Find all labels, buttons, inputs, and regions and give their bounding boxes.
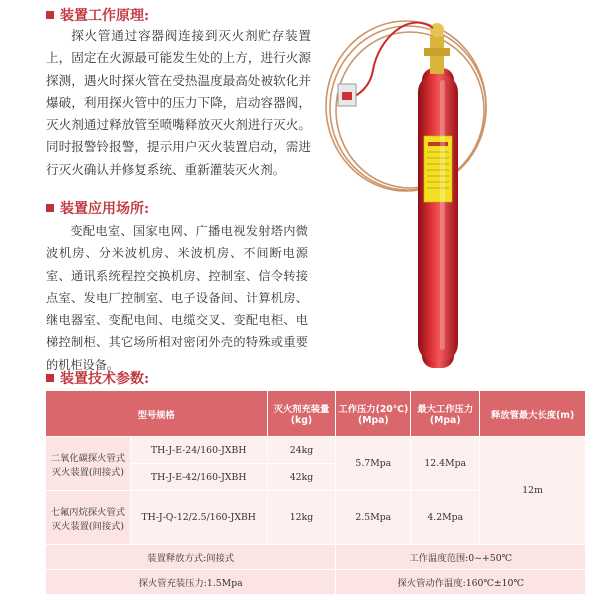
tube-length: 12m xyxy=(480,437,586,545)
extinguisher-cylinder-image xyxy=(318,0,496,372)
temp-range: 工作温度范围:0~+50℃ xyxy=(336,545,586,570)
parameters-title: 装置技术参数: xyxy=(60,371,150,387)
charge-pressure: 探火管充装压力:1.5Mpa xyxy=(46,570,336,595)
application-heading xyxy=(46,198,149,218)
header-max-pressure: 最大工作压力(Mpa) xyxy=(411,391,480,437)
principle-heading xyxy=(46,5,149,25)
header-charge: 灭火剂充装量(kg) xyxy=(267,391,336,437)
header-pressure: 工作压力(20℃)(Mpa) xyxy=(336,391,411,437)
group1-max-pressure: 12.4Mpa xyxy=(411,437,480,491)
header-model: 型号规格 xyxy=(46,391,268,437)
application-title: 装置应用场所: xyxy=(60,201,150,217)
row2-charge: 42kg xyxy=(267,464,336,491)
bullet-square-icon xyxy=(46,11,54,19)
group1-name: 二氧化碳探火管式灭火装置(间接式) xyxy=(46,437,131,491)
header-tube-length: 释放管最大长度(m) xyxy=(480,391,586,437)
release-mode: 装置释放方式:间接式 xyxy=(46,545,336,570)
bullet-square-icon xyxy=(46,204,54,212)
action-temp: 探火管动作温度:160℃±10℃ xyxy=(336,570,586,595)
group2-pressure: 2.5Mpa xyxy=(336,491,411,545)
row1-charge: 24kg xyxy=(267,437,336,464)
principle-title: 装置工作原理: xyxy=(60,8,150,24)
principle-text: 探火管通过容器阀连接到灭火剂贮存装置上，固定在火源最可能发生处的上方，进行火源探测，遇火时探火管在受热温度最高处被软化并爆破，利用探火管中的压力下降，启动容器阀，灭火剂通过释放管至喷嘴释放灭火剂进行灭火。同时报警铃报警，提示用户灭火装置启动，需进行灭火确认并修复系统、重新灌装灭火剂。 xyxy=(46,28,311,177)
bullet-square-icon xyxy=(46,374,54,382)
application-text: 变配电室、国家电网、广播电视发射塔内微波机房、分米波机房、米波机房、不间断电源室、通讯系统程控交换机房、控制室、信令转接点室、发电厂控制室、电子设备间、计算机房、继电器室、变配电间、电缆交叉、变配电柜、电梯控制柜、其它场所相对密闭外壳的特殊或重要的机柜设备。 xyxy=(46,224,308,372)
row3-model: TH-J-Q-12/2.5/160-JXBH xyxy=(130,491,267,545)
row1-model: TH-J-E-24/160-JXBH xyxy=(130,437,267,464)
group2-name: 七氟丙烷探火管式灭火装置(间接式) xyxy=(46,491,131,545)
row3-charge: 12kg xyxy=(267,491,336,545)
spec-table xyxy=(45,390,586,595)
row2-model: TH-J-E-42/160-JXBH xyxy=(130,464,267,491)
group1-pressure: 5.7Mpa xyxy=(336,437,411,491)
group2-max-pressure: 4.2Mpa xyxy=(411,491,480,545)
parameters-heading xyxy=(46,368,149,388)
